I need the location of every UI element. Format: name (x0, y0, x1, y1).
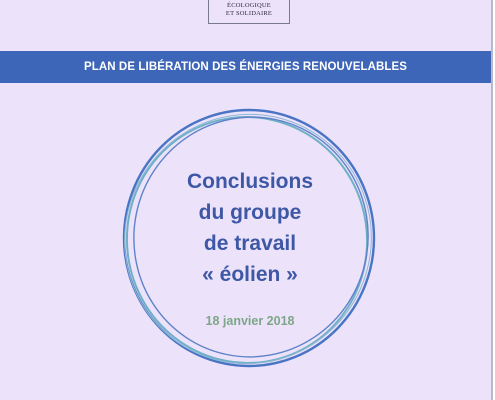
title-line-3: de travail (203, 232, 297, 255)
title-line-4: « éolien » (202, 263, 298, 286)
title-line-1: Conclusions (186, 170, 313, 193)
banner-title: PLAN DE LIBÉRATION DES ÉNERGIES RENOUVELABLES (83, 61, 408, 73)
logo-line-1: ÉCOLOGIQUE (227, 2, 271, 9)
document-date: 18 janvier 2018 (205, 314, 295, 328)
logo-line-2: ET SOLIDAIRE (225, 10, 273, 17)
title-line-2: du groupe (198, 201, 302, 224)
